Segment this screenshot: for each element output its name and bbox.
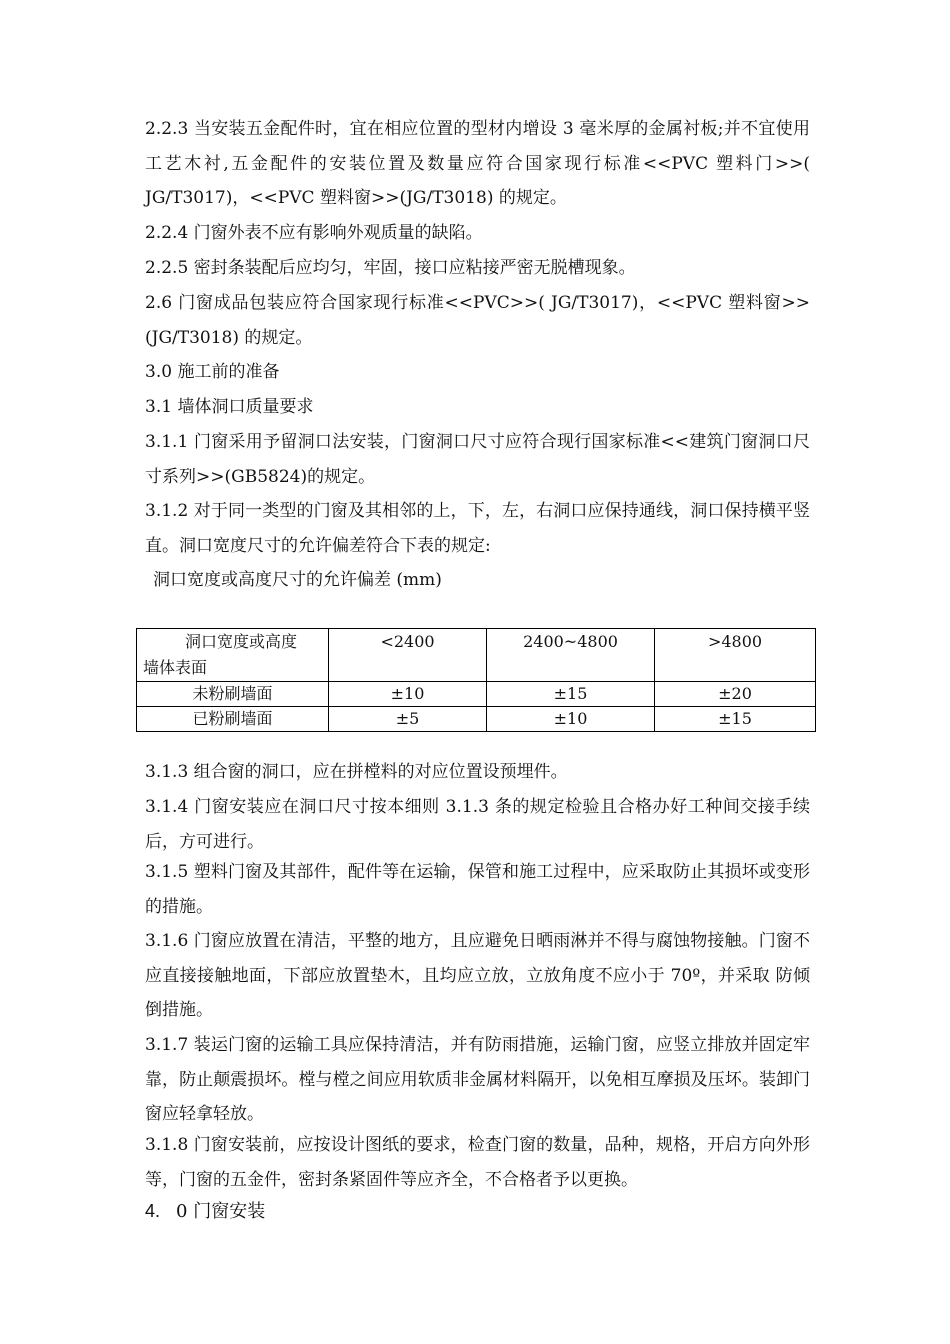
paragraph-3-1-7: 3.1.7 装运门窗的运输工具应保持清洁，并有防雨措施，运输门窗，应竖立排放并固定牢靠，防止颠震损坏。樘与樘之间应用软质非金属材料隔开，以免相互摩损及压坏。装卸门窗应轻拿轻放。 bbox=[145, 1035, 810, 1124]
table-corner-cell bbox=[137, 629, 329, 682]
header-dimension-label: 洞口宽度或高度 bbox=[185, 632, 298, 651]
paragraph-3-1-6: 3.1.6 门窗应放置在清洁，平整的地方，且应避免日晒雨淋并不得与腐蚀物接触。门窗不应直接接触地面，下部应放置垫木，且均应立放，立放角度不应小于 70º，并采取 防倾倒措施。 bbox=[145, 931, 810, 1020]
header-wall-label: 墙体表面 bbox=[143, 658, 208, 677]
heading-4-0 bbox=[145, 1198, 265, 1225]
deviation-table bbox=[136, 628, 816, 732]
paragraph-3-1-5: 3.1.5 塑料门窗及其部件，配件等在运输，保管和施工过程中，应采取防止其损坏或变形的措施。 bbox=[145, 862, 810, 917]
table-row bbox=[137, 682, 816, 707]
heading-3-0: 3.0 施工前的准备 bbox=[145, 362, 280, 382]
table-cell: ±15 bbox=[487, 682, 655, 707]
paragraph-3-1-8: 3.1.8 门窗安装前，应按设计图纸的要求，检查门窗的数量，品种，规格，开启方向外形等，门窗的五金件，密封条紧固件等应齐全，不合格者予以更换。 bbox=[145, 1135, 810, 1190]
table-row-label: 已粉刷墙面 bbox=[137, 707, 329, 732]
paragraph-3-1-2: 3.1.2 对于同一类型的门窗及其相邻的上，下，左，右洞口应保持通线，洞口保持横平竖直。洞口宽度尺寸的允许偏差符合下表的规定: bbox=[145, 501, 810, 556]
paragraph-3-1-3: 3.1.3 组合窗的洞口，应在拼樘料的对应位置设预埋件。 bbox=[145, 762, 568, 782]
paragraph-2-2-5: 2.2.5 密封条装配后应均匀，牢固，接口应粘接严密无脱槽现象。 bbox=[145, 258, 636, 278]
table-cell: ±20 bbox=[655, 682, 816, 707]
table-col-header: >4800 bbox=[655, 629, 816, 682]
paragraph-2-6: 2.6 门窗成品包装应符合国家现行标准<<PVC>>( JG/T3017)，<<PVC 塑料窗>>(JG/T3018) 的规定。 bbox=[145, 293, 810, 348]
heading-4-number: 4. bbox=[145, 1201, 161, 1221]
table-row bbox=[137, 707, 816, 732]
table-header-row bbox=[137, 629, 816, 682]
paragraph-3-1-1: 3.1.1 门窗采用予留洞口法安装，门窗洞口尺寸应符合现行国家标准<<建筑门窗洞口尺寸系列>>(GB5824)的规定。 bbox=[145, 432, 810, 487]
table-caption: 洞口宽度或高度尺寸的允许偏差 (mm) bbox=[153, 570, 442, 590]
table-row-label: 未粉刷墙面 bbox=[137, 682, 329, 707]
table-col-header: 2400~4800 bbox=[487, 629, 655, 682]
table-col-header: <2400 bbox=[329, 629, 487, 682]
table-cell: ±5 bbox=[329, 707, 487, 732]
table-cell: ±10 bbox=[487, 707, 655, 732]
paragraph-2-2-4: 2.2.4 门窗外表不应有影响外观质量的缺陷。 bbox=[145, 223, 483, 243]
heading-4-text: 0 门窗安装 bbox=[176, 1201, 266, 1222]
paragraph-3-1-4: 3.1.4 门窗安装应在洞口尺寸按本细则 3.1.3 条的规定检验且合格办好工种间交接手续后，方可进行。 bbox=[145, 797, 810, 852]
table-cell: ±15 bbox=[655, 707, 816, 732]
table-cell: ±10 bbox=[329, 682, 487, 707]
heading-3-1: 3.1 墙体洞口质量要求 bbox=[145, 397, 314, 417]
paragraph-2-2-3: 2.2.3 当安装五金配件时，宜在相应位置的型材内增设 3 毫米厚的金属衬板;并不宜使用工艺木衬,五金配件的安装位置及数量应符合国家现行标准<<PVC 塑料门>>( JG/T3017)，<<PVC 塑料窗>>(JG/T3018) 的规定。 bbox=[145, 119, 810, 208]
